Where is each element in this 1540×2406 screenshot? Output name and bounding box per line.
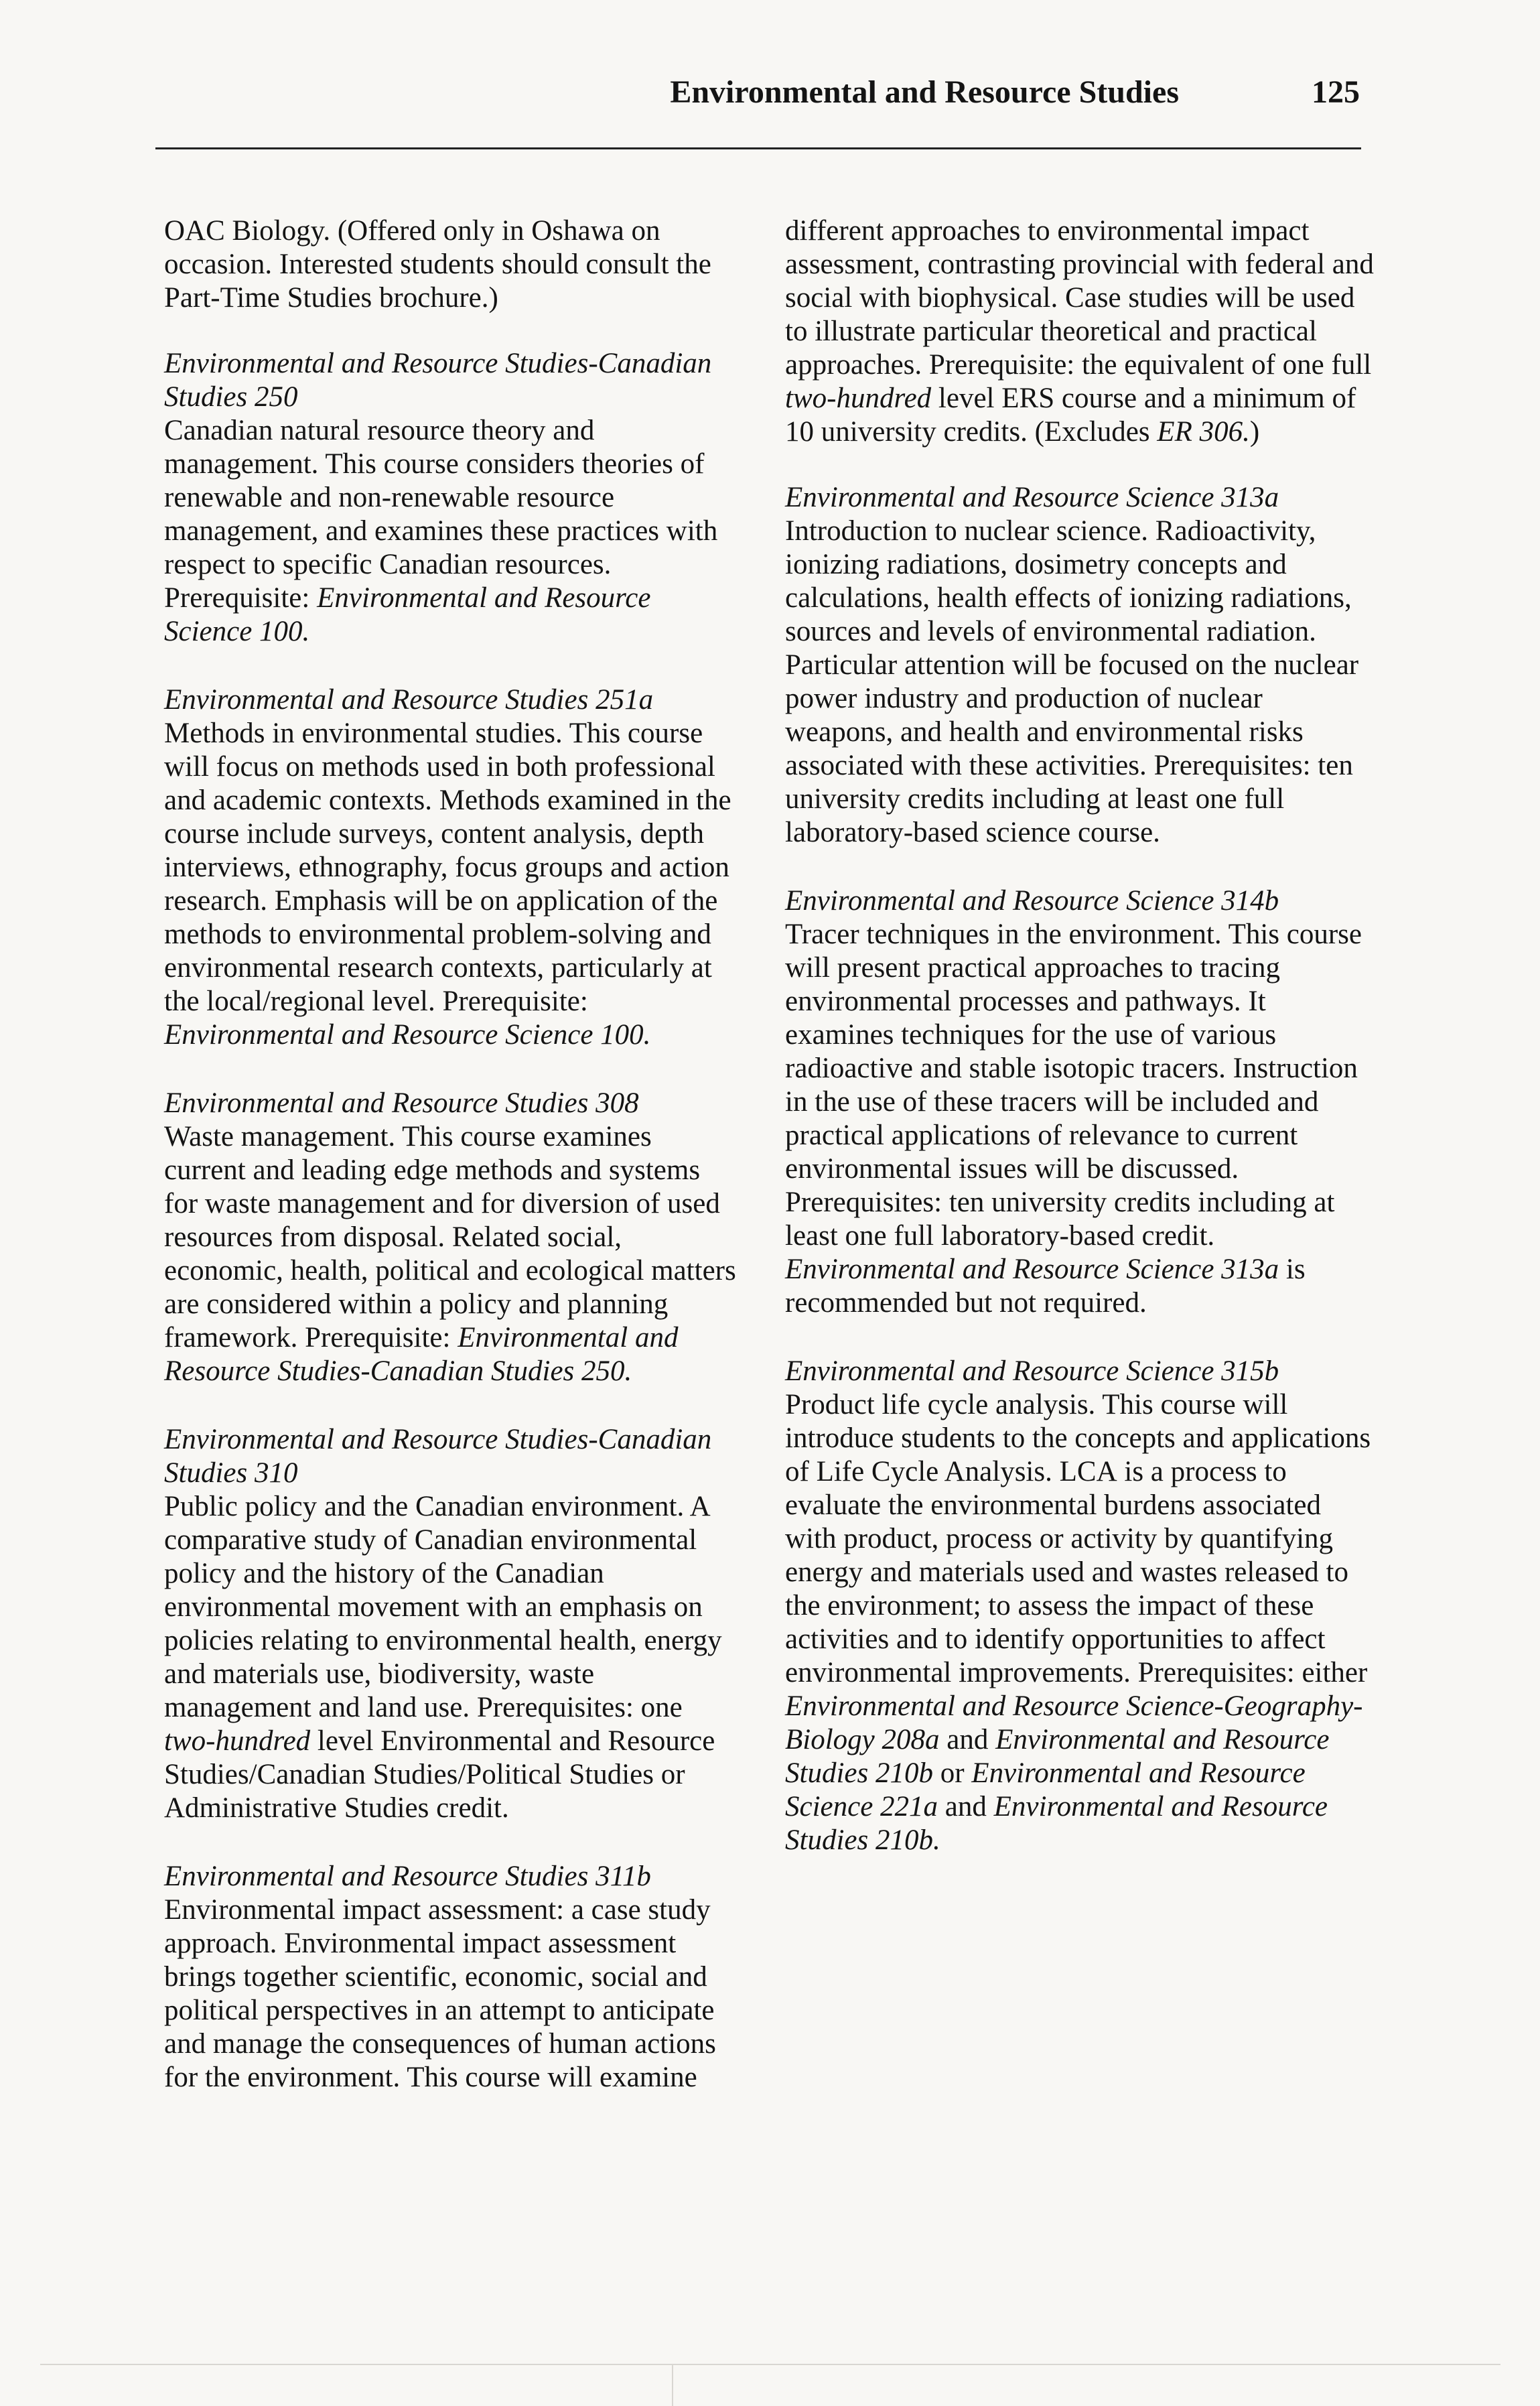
continuation-text: different approaches to environmental impact assessment, contrasting provincial with federal and social with biophysical. Case studies will be used to illustrate particular theoretical and practical approaches. Prerequisite: the equivalent of one full [785, 215, 1374, 381]
course-description-text: Methods in environmental studies. This course will focus on methods used in both professional and academic contexts. Methods examined in the course include surveys, content analysis, depth interviews, ethnography, focus groups and action research. Emphasis will be on application of the methods to environmental problem-solving and environmental research contexts, particularly at the local/regional level. Prerequisite: [164, 718, 731, 1017]
course-prerequisite: Environmental and Resource Studies-Canadian Studies 250. [164, 1322, 679, 1387]
course-prerequisite: Environmental and Resource Science 100. [164, 582, 651, 647]
course-description [164, 414, 740, 649]
course-prerequisite: two-hundred [164, 1725, 311, 1757]
running-head [154, 74, 1360, 127]
course-description [785, 1388, 1375, 1857]
course-description-text: and [938, 1791, 994, 1822]
footer-tick [672, 2364, 673, 2406]
intro-paragraph [164, 214, 740, 315]
course-description-text: is recommended but not required. [785, 1254, 1306, 1319]
course-description-text: is a process to evaluate the environmental burdens associated with product, process or activity by quantifying energy and materials used and wastes released to the environment; to assess the impact of these activities and to identify opportunities to affect environmental improvements. Prerequisites: either [785, 1456, 1368, 1688]
course-entry [164, 1087, 740, 1388]
course-reference: Environmental and Resource Studies 210b [785, 1724, 1330, 1789]
course-reference: Environmental and Resource Studies 210b. [785, 1791, 1328, 1856]
course-reference: Environmental and Resource Science 313a [785, 1254, 1279, 1285]
course-entry [785, 481, 1375, 850]
running-title: Environmental and Resource Studies [670, 74, 1179, 110]
left-column [164, 214, 740, 2129]
continuation-abbrev: ERS [1001, 383, 1055, 414]
course-entry [785, 1355, 1375, 1857]
course-description [164, 717, 740, 1052]
continuation-italic: two-hundred [785, 383, 932, 414]
course-title: Environmental and Resource Studies 308 [164, 1087, 639, 1119]
course-description [164, 1893, 740, 2094]
course-description-text: Environmental impact assessment: a case study approach. Environmental impact assessment brings together scientific, economic, social and political perspectives in an attempt to anticipate and manage the consequences of human actions for the environment. This course will examine [164, 1894, 716, 2093]
page-number: 125 [1312, 74, 1360, 110]
course-entry [164, 347, 740, 649]
course-reference: Environmental and Resource Science-Geography-Biology 208a [785, 1690, 1363, 1755]
right-course-list [785, 481, 1375, 1857]
course-description-text: or [932, 1757, 972, 1789]
course-prerequisite: Environmental and Resource Science 100. [164, 1019, 651, 1051]
course-description-text: Public policy and the Canadian environment. A comparative study of Canadian environmental policy and the history of the Canadian environmental movement with an emphasis on policies relating to environmental health, energy and materials use, biodiversity, waste management and land use. Prerequisites: one [164, 1491, 722, 1723]
footer-rule [40, 2364, 1500, 2365]
course-description-text: Product life cycle analysis. This course will introduce students to the concepts and applications of Life Cycle Analysis. [785, 1389, 1371, 1487]
continuation-text: level [931, 383, 1002, 414]
course-entry [164, 1860, 740, 2094]
continuation-text: ) [1249, 416, 1260, 448]
course-description [785, 515, 1375, 850]
course-description-text: Tracer techniques in the environment. This course will present practical approaches to tracing environmental processes and pathways. It examines techniques for the use of various radioactive and stable isotopic tracers. Instruction in the use of these tracers will be included and practical applications of relevance to current environmental issues will be discussed. Prerequisites: ten university credits including at least one full laboratory-based credit. [785, 919, 1362, 1252]
continuation-italic: ER 306. [1157, 416, 1250, 448]
course-title: Environmental and Resource Studies-Canadian Studies 250 [164, 348, 712, 413]
course-description-text: and [939, 1724, 996, 1755]
course-abbrev: LCA [1059, 1456, 1117, 1487]
course-description-text: Waste management. This course examines current and leading edge methods and systems for waste management and for diversion of used resources from disposal. Related social, economic, health, political and ecological matters are considered within a policy and planning framework. Prerequisite: [164, 1121, 736, 1353]
course-title: Environmental and Resource Studies-Canadian Studies 310 [164, 1424, 712, 1489]
course-description-text: Canadian natural resource theory and management. This course considers theories of renewable and non-renewable resource management, and examines these practices with respect to specific Canadian resources. Prerequisite: [164, 415, 718, 614]
intro-text: Biology. (Offered only in Oshawa on occasion. Interested students should consult the Part-Time Studies brochure.) [164, 215, 711, 314]
course-title: Environmental and Resource Science 314b [785, 885, 1279, 917]
header-rule [155, 147, 1361, 149]
course-entry [785, 884, 1375, 1320]
course-description-text: Introduction to nuclear science. Radioactivity, ionizing radiations, dosimetry concepts and calculations, health effects of ionizing radiations, sources and levels of environmental radiation. Particular attention will be focused on the nuclear power industry and production of nuclear weapons, and health and environmental risks associated with these activities. Prerequisites: ten university credits including at least one full laboratory-based science course. [785, 515, 1359, 848]
course-reference: Environmental and Resource Science 221a [785, 1757, 1306, 1822]
continuation-text: course and a minimum of 10 university credits. (Excludes [785, 383, 1356, 448]
course-title: Environmental and Resource Science 315b [785, 1355, 1279, 1387]
course-description [164, 1490, 740, 1825]
continuation-paragraph [785, 214, 1375, 449]
course-description-tail: level Environmental and Resource Studies/Canadian Studies/Political Studies or Administrative Studies credit. [164, 1725, 715, 1824]
course-title: Environmental and Resource Studies 251a [164, 684, 654, 716]
intro-oac: OAC [164, 215, 225, 247]
course-entry [164, 1423, 740, 1825]
course-title: Environmental and Resource Science 313a [785, 482, 1279, 513]
course-description [164, 1120, 740, 1388]
course-description [785, 918, 1375, 1320]
course-entry [164, 683, 740, 1052]
right-column [785, 214, 1375, 1892]
course-title: Environmental and Resource Studies 311b [164, 1861, 651, 1892]
